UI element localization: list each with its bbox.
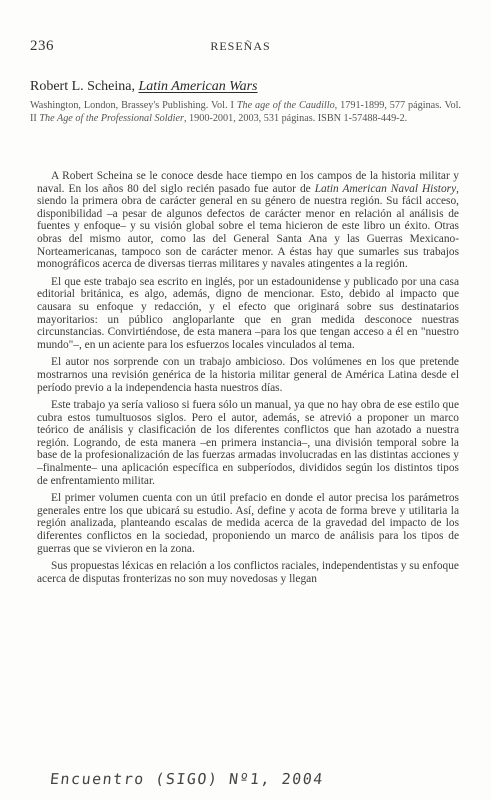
book-author: Robert L. Scheina, [30, 79, 135, 94]
paragraph-5: El primer volumen cuenta con un útil prefacio en donde el autor precisa los parámetros generales entre los que ubicará su estudio. Así, define y acota de forma breve y utilitaria la región analizada, planteando escalas de medida acerca de la gravedad del impacto de los diferentes conflictos en la sociedad, proponiendo un marco de análisis para los tipos de guerras que se vivieron en la zona. [37, 492, 459, 555]
paragraph-3: El autor nos sorprende con un trabajo ambicioso. Dos volúmenes en los que pretende mostrarnos una revisión genérica de la historia militar general de América Latina desde el período previo a la independencia hasta nuestros días. [37, 356, 459, 394]
handwritten-source-note: Encuentro (SIGO) Nº1, 2004 [49, 770, 325, 788]
paragraph-1-text-b: , siendo la primera obra de carácter general en su género de nuestra región. Su fácil acceso, disponibilidad –a pesar de algunos defectos de carácter menor en relación al análisis de fuentes y enfoque– y su visión global sobre el tema hicieron de este libro un éxito. Otras obras del mismo autor, como las del General Santa Ana y las Guerras Mexicano-Norteamericanas, tampoco son de carácter menor. A éstas hay que sumarles sus trabajos monográficos acerca de diversas tierras militares y navales atingentes a la región. [37, 182, 459, 271]
paragraph-1 [37, 170, 459, 271]
publisher-line: Washington, London, Brassey's Publishing. Vol. I [30, 100, 234, 111]
volume-1-details: , 1791-1899, 577 páginas. Vol. II [30, 100, 461, 124]
publication-details [30, 99, 461, 125]
paragraph-6: Sus propuestas léxicas en relación a los conflictos raciales, independentistas y su enfoque acerca de disputas fronterizas no son muy novedosas y llegan [37, 560, 459, 585]
review-heading [30, 78, 461, 96]
page-number: 236 [30, 38, 54, 54]
volume-2-details: , 1900-2001, 2003, 531 páginas. ISBN 1-57488-449-2. [183, 113, 408, 124]
paragraph-1-text-a: A Robert Scheina se le conoce desde hace tiempo en los campos de la historia militar y naval. En los años 80 del siglo recién pasado fue autor de [37, 170, 459, 195]
paragraph-4: Este trabajo ya sería valioso si fuera sólo un manual, ya que no hay obra de ese estilo que cubra estos tumultuosos siglos. Pero el autor, además, se atrevió a proponer un marco teórico de análisis y clasificación de los diferentes conflictos que han azotado a nuestra región. Logrando, de esta manera –en primera instancia–, una división temporal sobre la base de la profesionalización de las fuerzas armadas involucradas en las distintas acciones y –finalmente– una aplicación específica en subperíodos, divididos según los distintos tipos de enfrentamiento militar. [37, 399, 459, 487]
volume-2-title: The Age of the Professional Soldier [39, 113, 184, 124]
paragraph-2: El que este trabajo sea escrito en inglés, por un estadounidense y publicado por una casa editorial británica, es algo, además, digno de mencionar. Esto, debido al impacto que causara su enfoque y redacción, y el efecto que originará sobre sus destinatarios mayoritarios: un público angloparlante que en gran medida desconoce nuestras circunstancias. Convirtiéndose, de esta manera –para los que tengan acceso a él en "nuestro mundo"–, en un aciente para los esfuerzos locales vinculados al tema. [37, 275, 459, 351]
review-body [37, 170, 459, 590]
volume-1-title: The age of the Caudillo [236, 100, 335, 111]
book-title: Latin American Wars [138, 79, 258, 94]
bibliographic-entry [30, 78, 461, 125]
paragraph-1-italic-title: Latin American Naval History [314, 182, 457, 195]
page-header [30, 38, 451, 58]
running-head: RESEÑAS [210, 39, 271, 53]
